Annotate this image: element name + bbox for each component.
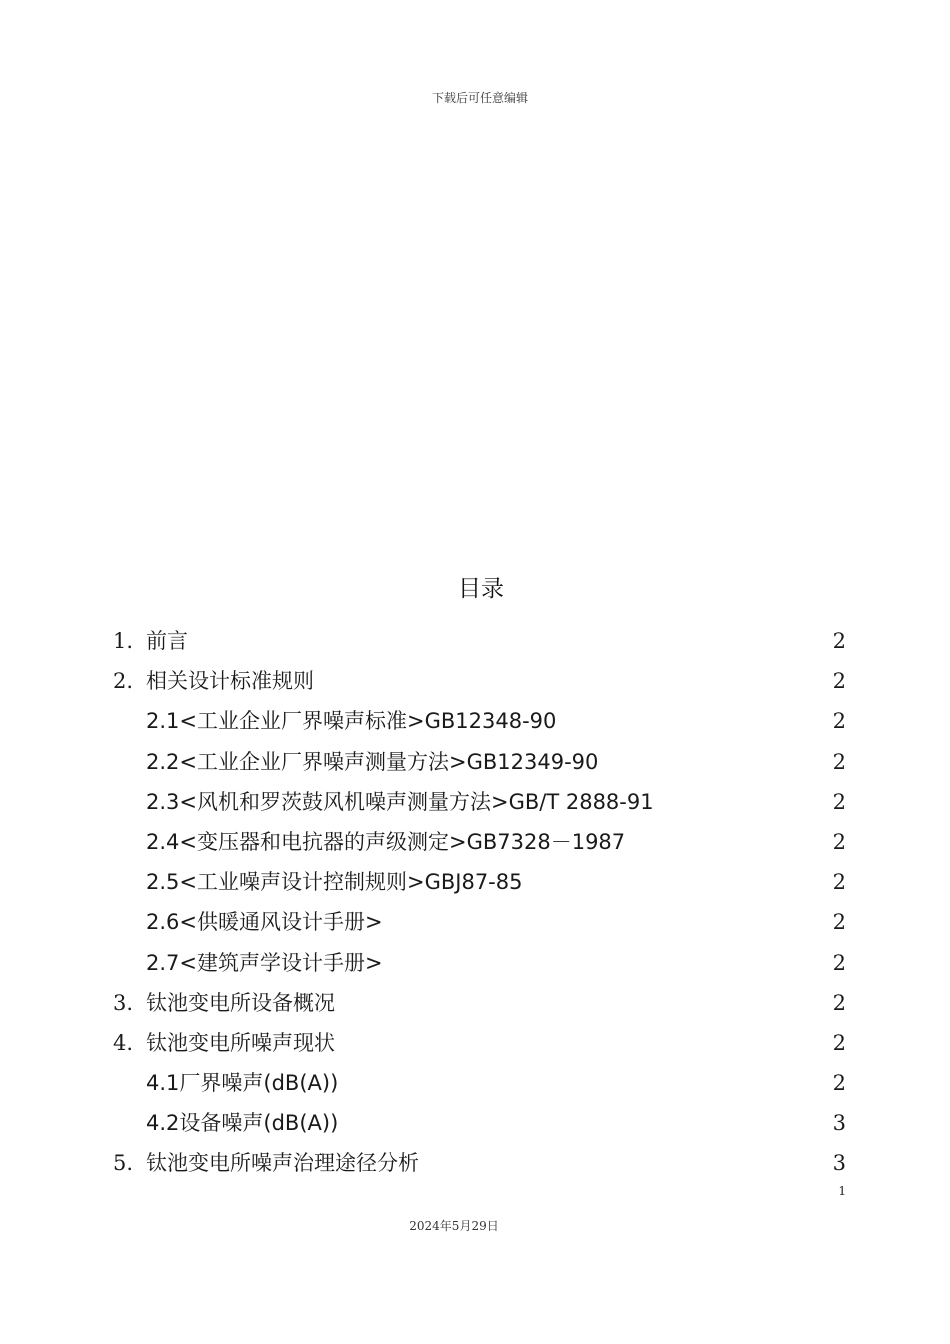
toc-entry-page: 2 <box>832 749 846 774</box>
toc-entry-label: 钛池变电所设备概况 <box>146 990 335 1015</box>
toc-entry-page: 2 <box>832 950 846 975</box>
toc-entry-label: 2.7<建筑声学设计手册> <box>146 950 383 975</box>
toc-subentry[interactable] <box>0 742 950 782</box>
toc-entry-number: 3. <box>113 990 134 1015</box>
toc-entry[interactable] <box>0 983 950 1023</box>
table-of-contents <box>0 621 950 1184</box>
toc-entry[interactable] <box>0 661 950 701</box>
toc-entry-page: 2 <box>832 910 846 935</box>
toc-entry-page: 2 <box>832 789 846 814</box>
toc-entry[interactable] <box>0 1143 950 1183</box>
toc-subentry[interactable] <box>0 902 950 942</box>
toc-entry-page: 2 <box>832 990 846 1015</box>
toc-entry-label: 2.6<供暖通风设计手册> <box>146 910 383 935</box>
toc-entry-label: 4.2设备噪声(dB(A)) <box>146 1111 339 1136</box>
toc-entry-label: 前言 <box>146 629 188 653</box>
toc-entry-label: 相关设计标准规则 <box>146 669 314 694</box>
toc-entry-number: 1. <box>113 629 134 653</box>
toc-entry[interactable] <box>0 1023 950 1063</box>
toc-subentry[interactable] <box>0 1063 950 1103</box>
toc-entry[interactable] <box>0 621 950 661</box>
toc-entry-page: 2 <box>832 629 846 653</box>
toc-entry-label: 2.3<风机和罗茨鼓风机噪声测量方法>GB/T 2888-91 <box>146 789 654 814</box>
toc-subentry[interactable] <box>0 701 950 741</box>
toc-subentry[interactable] <box>0 782 950 822</box>
toc-entry-page: 2 <box>832 870 846 895</box>
toc-subentry[interactable] <box>0 862 950 902</box>
toc-entry-label: 4.1厂界噪声(dB(A)) <box>146 1071 339 1096</box>
toc-entry-label: 2.1<工业企业厂界噪声标准>GB12348-90 <box>146 709 557 734</box>
toc-entry-page: 2 <box>832 1030 846 1055</box>
toc-entry-page: 3 <box>832 1111 846 1136</box>
toc-subentry[interactable] <box>0 822 950 862</box>
toc-subentry[interactable] <box>0 943 950 983</box>
page-number: 1 <box>838 1184 846 1198</box>
header-note: 下载后可任意编辑 <box>431 91 528 105</box>
toc-entry-label: 2.5<工业噪声设计控制规则>GBJ87-85 <box>146 870 523 895</box>
toc-entry-page: 2 <box>832 1071 846 1096</box>
toc-entry-label: 钛池变电所噪声治理途径分析 <box>146 1151 419 1176</box>
toc-entry-page: 2 <box>832 709 846 734</box>
toc-entry-label: 2.2<工业企业厂界噪声测量方法>GB12349-90 <box>146 749 599 774</box>
toc-subentry[interactable] <box>0 1103 950 1143</box>
toc-entry-number: 4. <box>113 1030 134 1055</box>
toc-entry-page: 2 <box>832 829 846 854</box>
toc-entry-label: 2.4<变压器和电抗器的声级测定>GB7328－1987 <box>146 829 626 854</box>
footer-date: 2024年5月29日 <box>409 1219 499 1233</box>
toc-title: 目录 <box>458 576 504 602</box>
toc-entry-number: 2. <box>113 669 134 694</box>
toc-entry-label: 钛池变电所噪声现状 <box>146 1030 335 1055</box>
toc-entry-number: 5. <box>113 1151 134 1176</box>
toc-entry-page: 3 <box>832 1151 846 1176</box>
toc-entry-page: 2 <box>832 669 846 694</box>
